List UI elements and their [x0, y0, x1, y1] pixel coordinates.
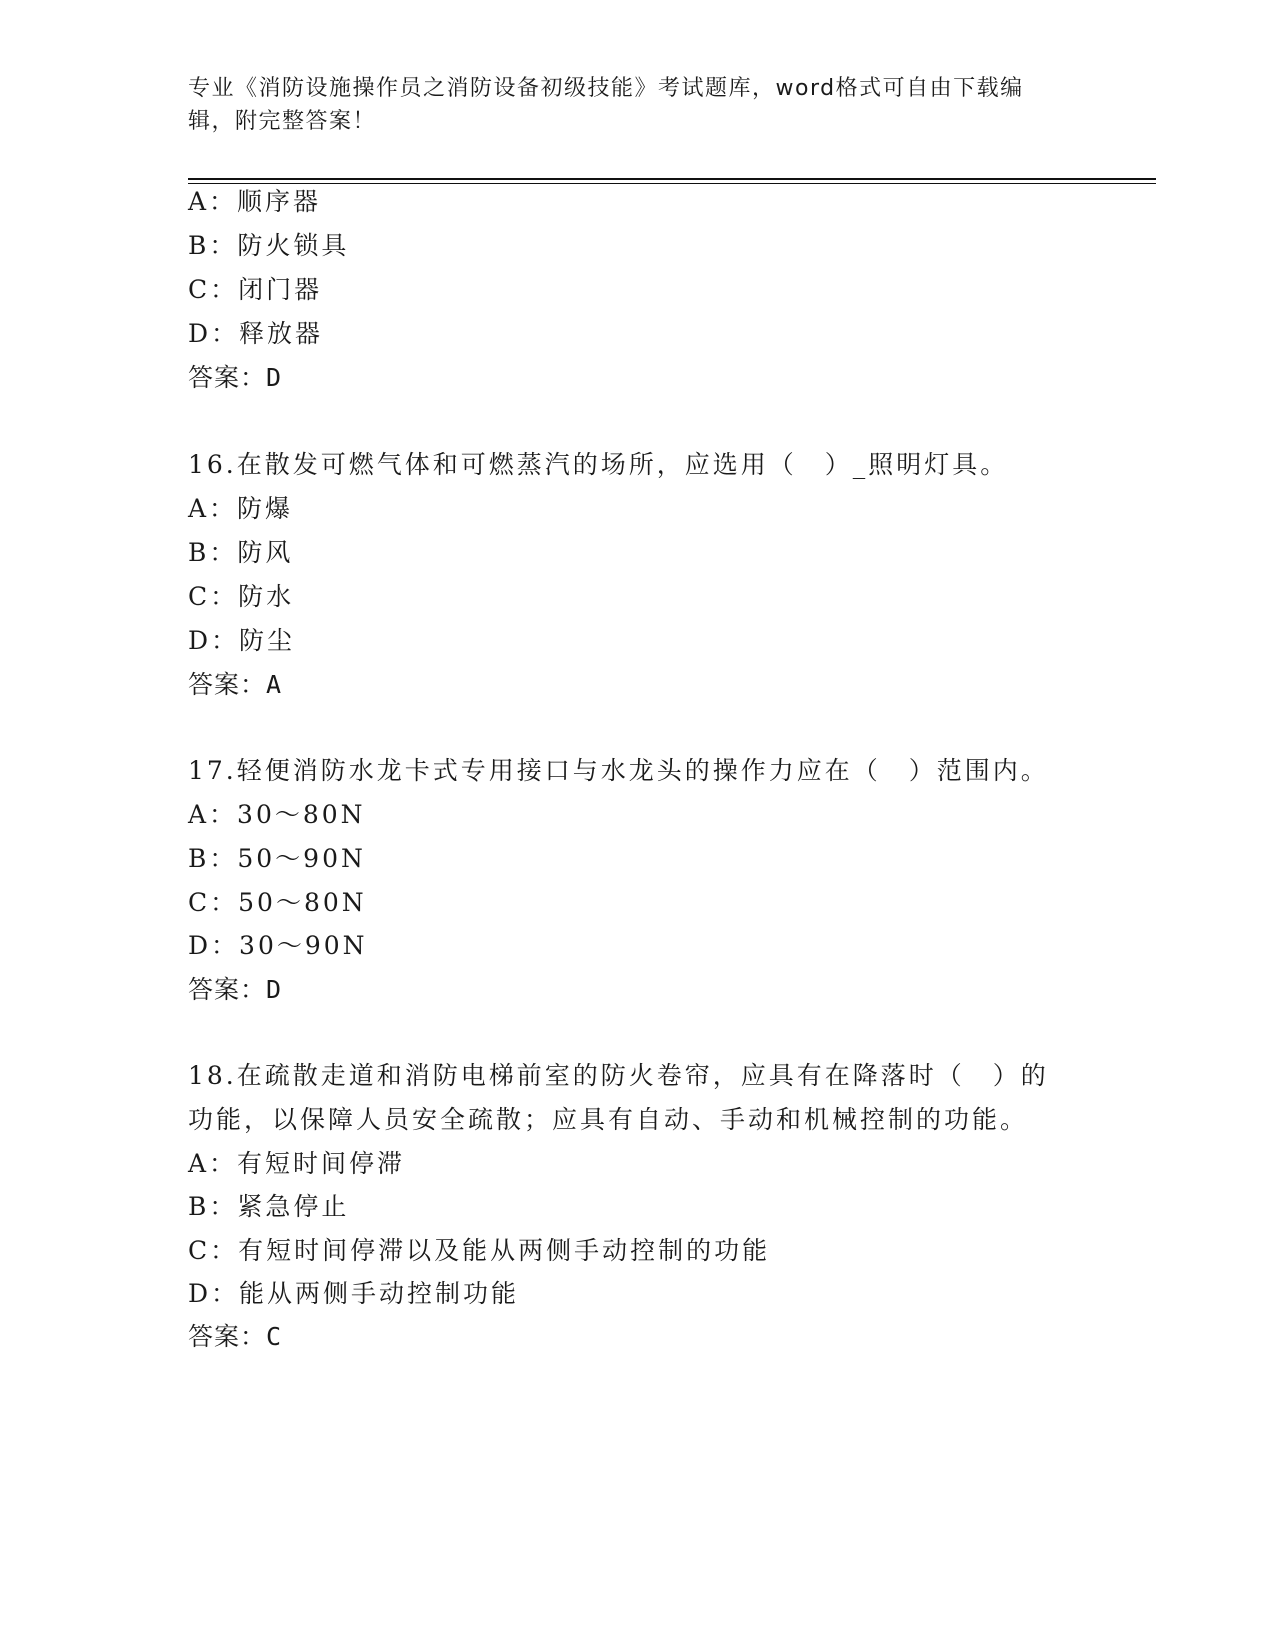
q18-answer-label: 答案：	[188, 1322, 267, 1351]
q17-option-a: A：30～80N	[188, 800, 366, 829]
header-line-2: 辑，附完整答案！	[188, 109, 377, 134]
q15-option-d: D：释放器	[188, 319, 324, 348]
q16-question: 16.在散发可燃气体和可燃蒸汽的场所，应选用（ ）_照明灯具。	[188, 450, 1009, 479]
q18-question-line-2: 功能，以保障人员安全疏散；应具有自动、手动和机械控制的功能。	[188, 1105, 1029, 1134]
q17-answer-value: D	[266, 975, 283, 1004]
q18-answer-value: C	[266, 1322, 283, 1351]
q17-question: 17.轻便消防水龙卡式专用接口与水龙头的操作力应在（ ）范围内。	[188, 756, 1049, 785]
q15-option-a: A：顺序器	[188, 187, 322, 216]
q16-answer-value: A	[266, 670, 283, 699]
q15-answer-value: D	[266, 363, 283, 392]
q16-option-c: C：防水	[188, 582, 295, 611]
q17-option-c: C：50～80N	[188, 888, 367, 917]
q18-answer	[188, 1321, 282, 1353]
q15-answer	[188, 362, 282, 394]
q17-answer	[188, 974, 282, 1006]
q17-answer-label: 答案：	[188, 975, 267, 1004]
document-header	[188, 72, 1068, 138]
q18-option-d: D：能从两侧手动控制功能	[188, 1279, 520, 1308]
q18-option-a: A：有短时间停滞	[188, 1149, 406, 1178]
header-line-1: 专业《消防设施操作员之消防设备初级技能》考试题库，word格式可自由下载编	[188, 76, 1024, 101]
q18-option-c: C：有短时间停滞以及能从两侧手动控制的功能	[188, 1236, 771, 1265]
q16-answer-label: 答案：	[188, 670, 267, 699]
q16-answer	[188, 669, 282, 701]
q15-option-c: C：闭门器	[188, 275, 323, 304]
q15-option-b: B：防火锁具	[188, 231, 350, 260]
q15-answer-label: 答案：	[188, 363, 267, 392]
q18-option-b: B：紧急停止	[188, 1192, 350, 1221]
q16-option-b: B：防风	[188, 538, 294, 567]
q17-option-b: B：50～90N	[188, 844, 366, 873]
q16-option-d: D：防尘	[188, 626, 296, 655]
q18-question-line-1: 18.在疏散走道和消防电梯前室的防火卷帘，应具有在降落时（ ）的	[188, 1061, 1049, 1090]
header-divider	[188, 178, 1156, 184]
q17-option-d: D：30～90N	[188, 931, 368, 960]
q16-option-a: A：防爆	[188, 494, 294, 523]
